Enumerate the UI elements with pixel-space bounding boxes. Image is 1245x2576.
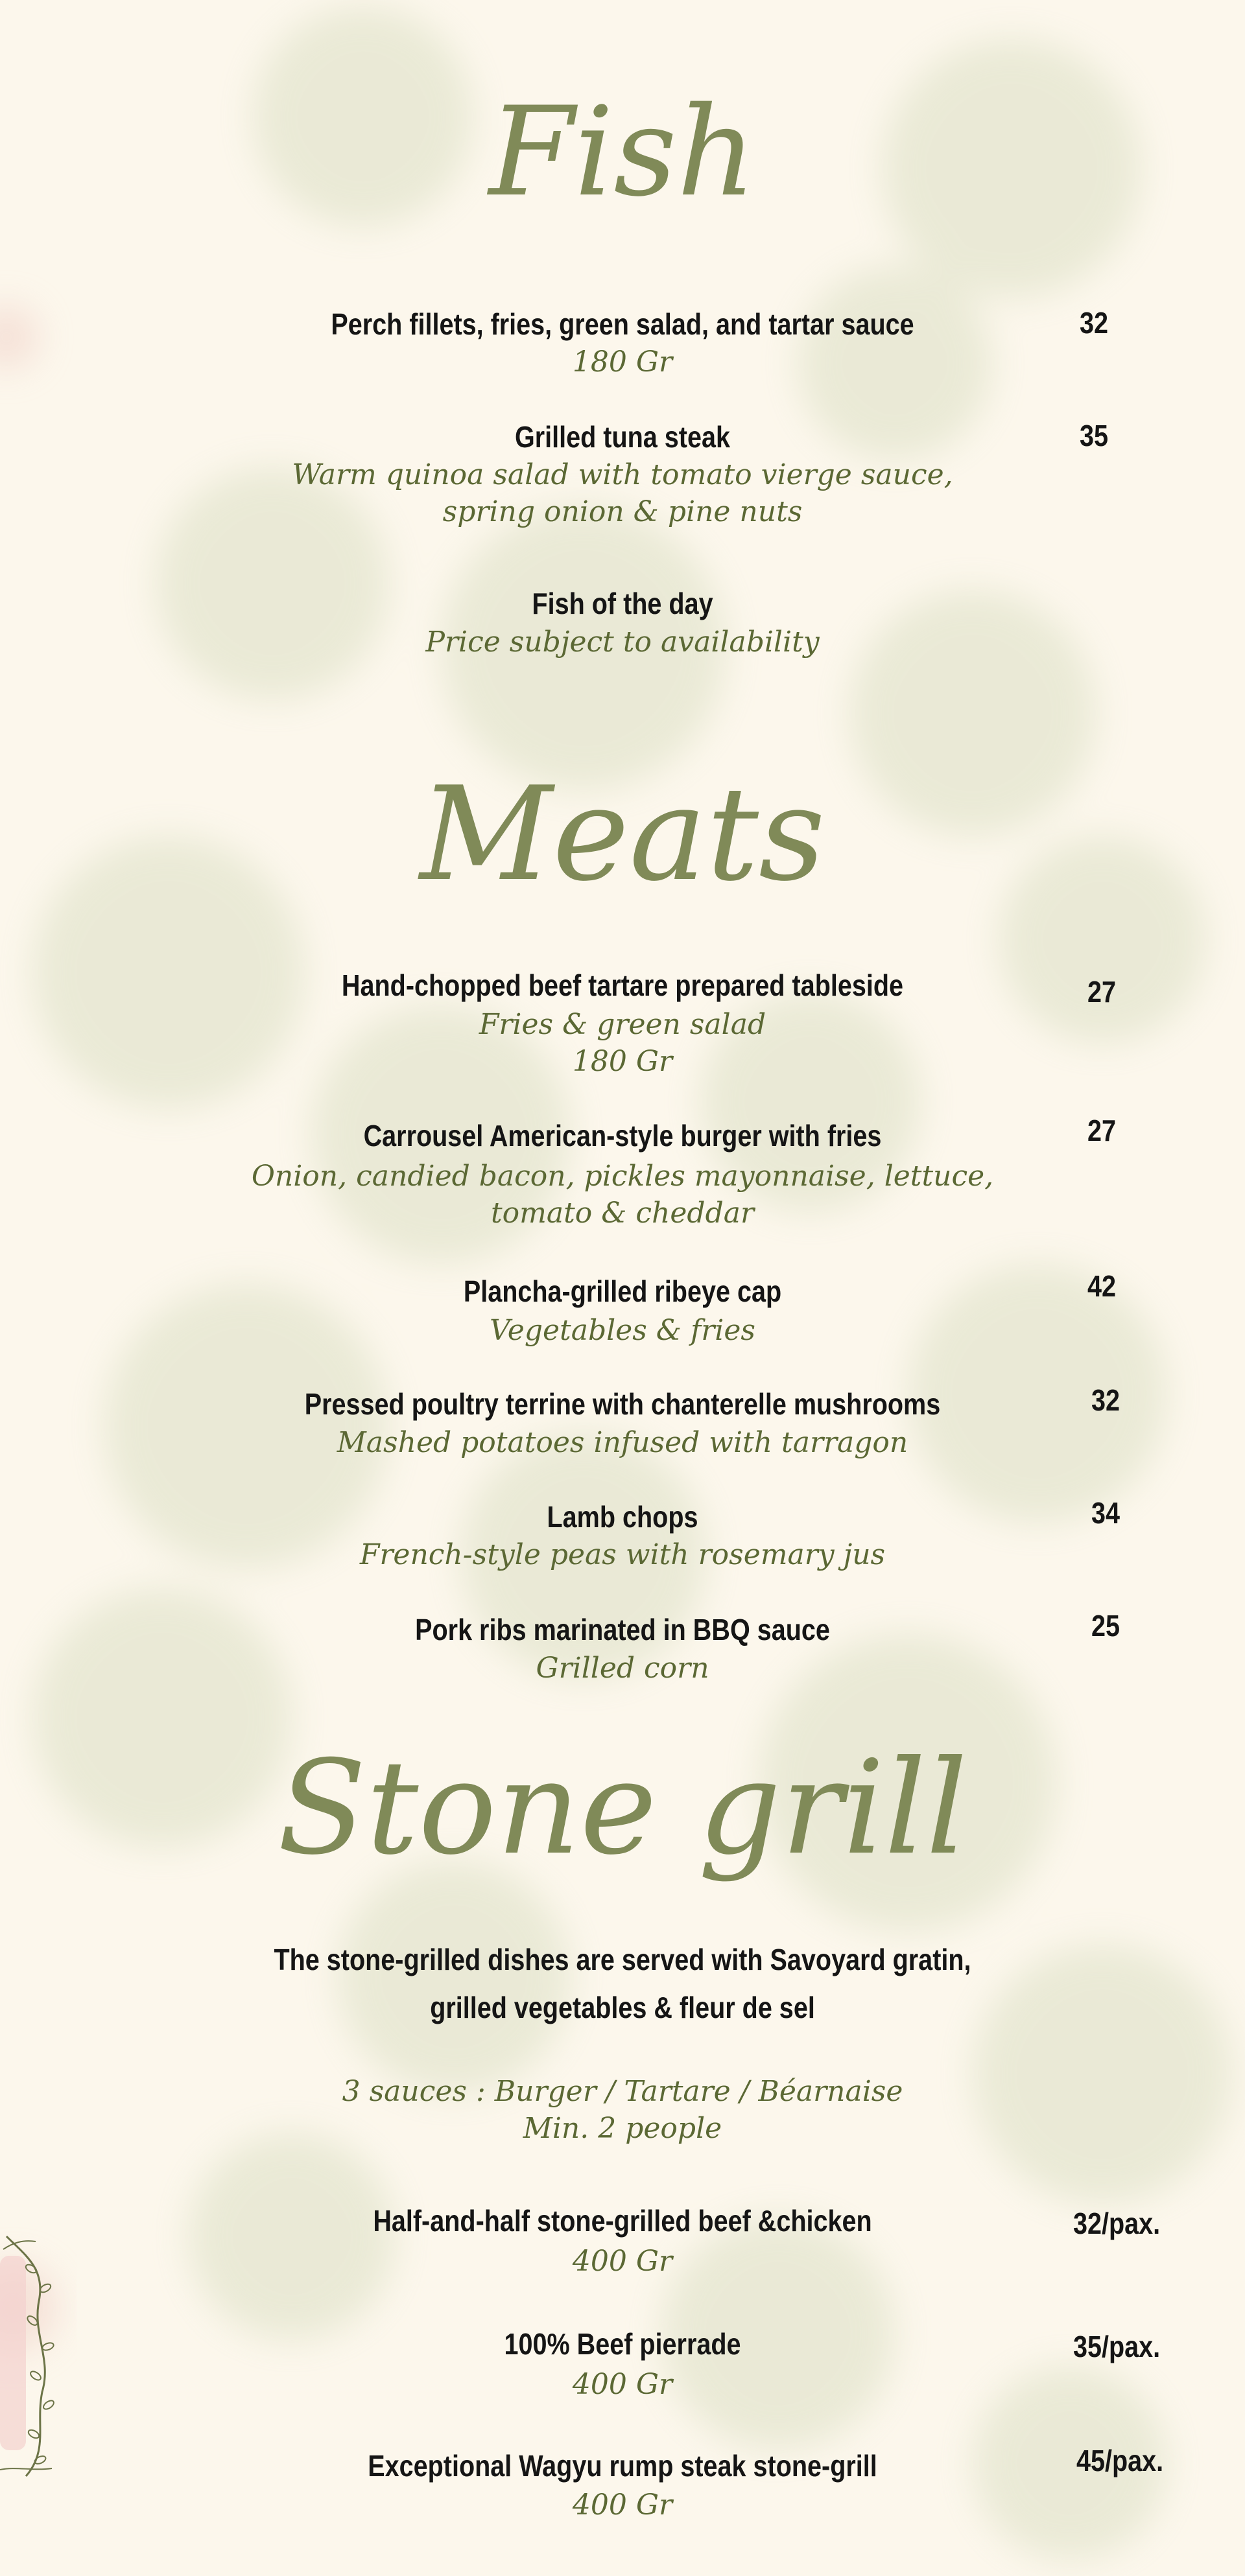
menu-item-description: Fries & green salad 180 Gr [479,1008,766,1078]
vine-frame-decoration [0,2230,58,2483]
fish-section-title: Fish [488,80,757,224]
menu-item-description: Warm quinoa salad with tomato vierge sauce, spring onion & pine nuts [292,458,953,528]
menu-item-price: 45/pax. [1076,2444,1164,2477]
menu-item-name: Pork ribs marinated in BBQ sauce [415,1613,830,1646]
menu-item-price: 35/pax. [1073,2330,1161,2363]
menu-item-price: 34 [1091,1496,1120,1530]
menu-item-price: 27 [1087,975,1117,1009]
menu-item-description: 400 Gr [572,2245,673,2278]
stone-grill-intro: The stone-grilled dishes are served with Savoyard gratin, grilled vegetables & fleur de sel [274,1943,971,2024]
menu-item-description: 400 Gr [572,2368,673,2401]
menu-item-description: Vegetables & fries [490,1314,755,1347]
menu-item-name: Carrousel American-style burger with fries [363,1119,882,1153]
menu-item-description: Onion, candied bacon, pickles mayonnaise, lettuce, tomato & cheddar [251,1160,994,1230]
menu-item-price: 32 [1080,306,1109,340]
menu-item-price: 42 [1087,1269,1117,1303]
menu-item-price: 27 [1087,1114,1117,1147]
menu-item-description: 400 Gr [572,2488,673,2522]
menu-item-description: Grilled corn [536,1652,709,1685]
menu-item-price: 25 [1091,1609,1120,1643]
menu-item-name: Grilled tuna steak [515,420,730,454]
menu-item-name: Plancha-grilled ribeye cap [463,1274,782,1308]
meats-section-title: Meats [420,759,825,910]
menu-item-description: 180 Gr [572,345,673,379]
menu-item-name: Pressed poultry terrine with chanterelle mushrooms [304,1387,941,1421]
menu-item-price: 35 [1080,419,1109,452]
menu-item-price: 32 [1091,1383,1120,1417]
menu-item-description: Mashed potatoes infused with tarragon [337,1426,908,1459]
menu-item-description: Price subject to availability [425,626,820,659]
menu-item-name: Hand-chopped beef tartare prepared tableside [341,968,904,1002]
stone-grill-sauces-note: 3 sauces : Burger / Tartare / Béarnaise Min. 2 people [342,2075,903,2145]
menu-item-name: 100% Beef pierrade [504,2327,741,2361]
menu-item-name: Half-and-half stone-grilled beef &chicken [373,2204,872,2238]
menu-item-name: Fish of the day [532,587,713,620]
menu-item-name: Perch fillets, fries, green salad, and tartar sauce [331,307,914,341]
menu-item-price: 32/pax. [1073,2207,1161,2240]
menu-item-description: French-style peas with rosemary jus [359,1538,886,1571]
stone-grill-section-title: Stone grill [277,1733,968,1884]
menu-item-name: Lamb chops [547,1500,698,1534]
menu-item-name: Exceptional Wagyu rump steak stone-grill [368,2449,877,2483]
